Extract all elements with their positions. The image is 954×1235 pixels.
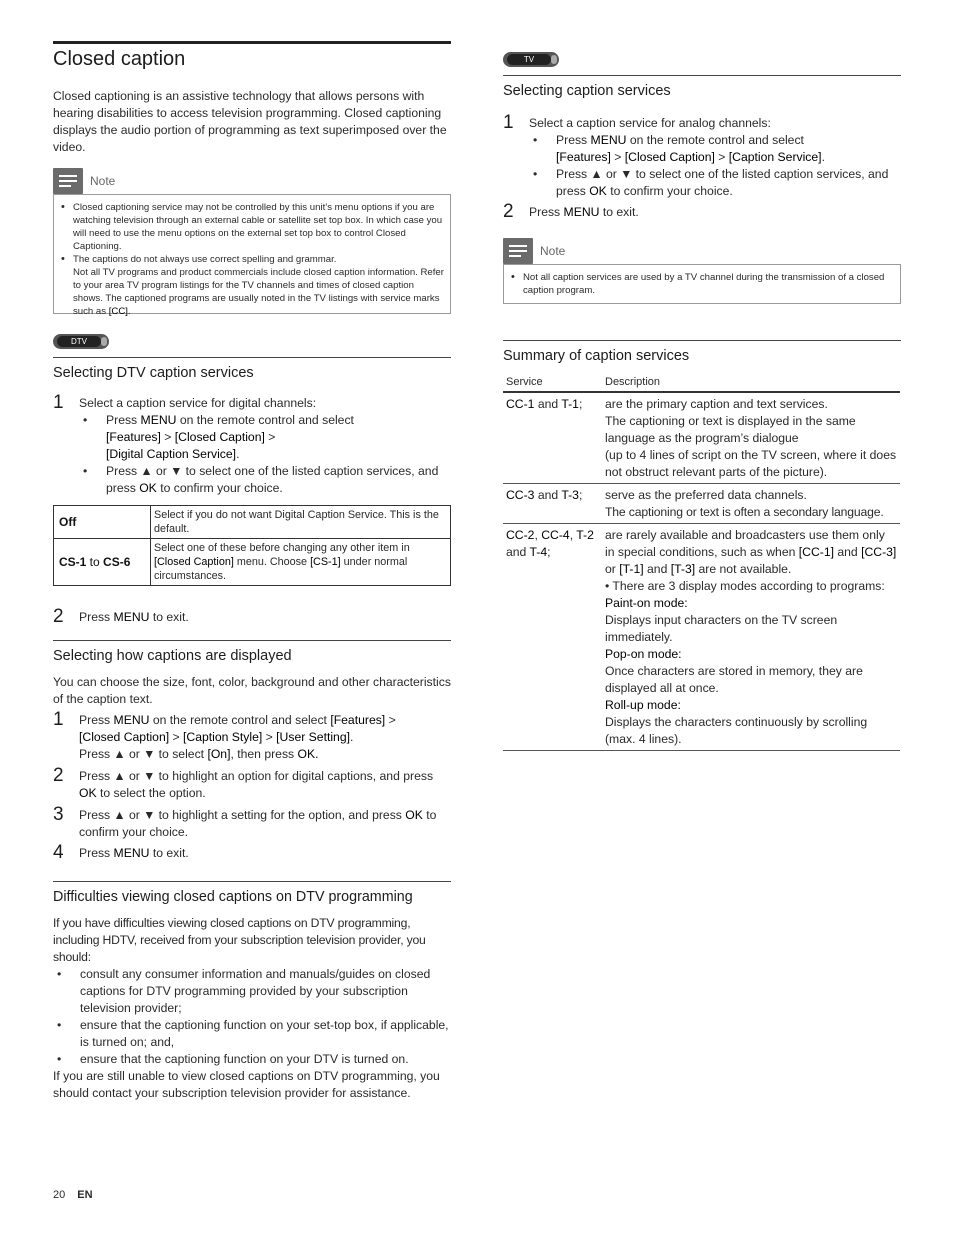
column-header-description: Description (602, 373, 900, 392)
note-box (503, 264, 901, 304)
step-1-bullets (79, 412, 451, 497)
note-item: • Not all caption services are used by a TV channel during the transmission of a closed caption program. (523, 271, 894, 297)
note-header (503, 238, 901, 264)
note-icon (53, 168, 83, 194)
note-item: • The captions do not always use correct spelling and grammar. Not all TV programs and product commercials include closed caption information. Refer to your area TV program listings for the TV channels and times of closed caption shows. The captioned programs are usually noted in the TV listings with service marks such as [CC]. (73, 253, 444, 318)
table-header-row (503, 373, 900, 392)
mode-heading: Paint-on mode: (605, 596, 688, 610)
step-1 (503, 112, 901, 133)
summary-table (503, 373, 900, 751)
bullet-item: • ensure that the captioning function on your DTV is turned on. (53, 1051, 451, 1068)
table-desc: Select if you do not want Digital Caption Service. This is the default. (151, 506, 451, 539)
display-section (53, 640, 451, 862)
difficulties-section (53, 881, 451, 1102)
mode-heading: Roll-up mode: (605, 698, 681, 712)
step-3 (53, 804, 451, 841)
page-footer (53, 1187, 93, 1204)
caption-service-table (53, 505, 451, 586)
step-text: Press ▲ or ▼ to highlight a setting for the option, and press OK to confirm your choice. (79, 808, 437, 839)
section-heading: Summary of caption services (503, 340, 901, 365)
note-icon (503, 238, 533, 264)
step-number: 1 (53, 392, 64, 413)
step-text: Press MENU to exit. (79, 846, 189, 860)
page-title: Closed caption (53, 48, 186, 70)
bullet-item: • Press MENU on the remote control and select [Features] > [Closed Caption] > [Caption Service]. (529, 132, 901, 166)
service-cell: CC-1 and T-1; (503, 392, 602, 484)
note-box (53, 194, 451, 317)
column-header-service: Service (503, 373, 602, 392)
step-1 (53, 709, 451, 763)
step-4 (53, 842, 451, 863)
bullet-item: • Press MENU on the remote control and select [Features] > [Closed Caption] > [Digital Caption Service]. (79, 412, 451, 463)
tv-caption-section (503, 75, 901, 221)
step-number: 4 (53, 842, 64, 863)
description-cell: serve as the preferred data channels. The captioning or text is often a secondary language. (602, 484, 900, 524)
step-2 (53, 765, 451, 802)
step-number: 2 (53, 606, 64, 627)
dtv-badge: DTV (53, 334, 109, 354)
bullet-item: • ensure that the captioning function on your set-top box, if applicable, is turned on; and, (53, 1017, 451, 1051)
bullet-item: • Press ▲ or ▼ to select one of the listed caption services, and press OK to confirm your choice. (79, 463, 451, 497)
description-cell: are the primary caption and text services. The captioning or text is displayed in the same language as the program’s dialogue (up to 4 lines of script on the TV screen, where it does not obstruct relevant parts of the picture). (602, 392, 900, 484)
difficulties-bullets (53, 966, 451, 1068)
bullet-item: • consult any consumer information and manuals/guides on closed captions for DTV programming provided by your subscription television provider; (53, 966, 451, 1017)
service-cell: CC-3 and T-3; (503, 484, 602, 524)
step-number: 2 (53, 765, 64, 786)
intro-paragraph: Closed captioning is an assistive technology that allows persons with hearing disabilities to access television programming. Closed captioning displays the audio portion of programming as text superimposed over the video. (53, 89, 447, 154)
table-row (54, 539, 451, 586)
section-heading: Selecting how captions are displayed (53, 640, 451, 665)
bullet-item: • Press ▲ or ▼ to select one of the listed caption services, and press OK to confirm your choice. (529, 166, 901, 200)
step-text: Select a caption service for analog channels: (529, 116, 771, 130)
summary-section (503, 340, 901, 751)
note-header (53, 168, 451, 194)
step-1-bullets (529, 132, 901, 200)
mode-heading: Pop-on mode: (605, 647, 682, 661)
table-key: Off (54, 506, 151, 539)
step-number: 3 (53, 804, 64, 825)
step-2 (503, 201, 901, 222)
step-1 (53, 392, 451, 413)
table-key: CS-1 to CS-6 (54, 539, 151, 586)
table-row (503, 392, 900, 484)
language-code: EN (77, 1189, 93, 1201)
table-row (503, 484, 900, 524)
step-text: Press MENU on the remote control and select [Features] > [Closed Caption] > [Caption Style] > [User Setting]. Press ▲ or ▼ to select [On], then press OK. (79, 713, 396, 761)
step-text: Press MENU to exit. (529, 205, 639, 219)
step-text: Press ▲ or ▼ to highlight an option for digital captions, and press OK to select the option. (79, 769, 434, 800)
note-label: Note (540, 243, 566, 258)
section-heading: Selecting DTV caption services (53, 357, 451, 382)
title-rule (53, 41, 451, 44)
note-label: Note (90, 173, 116, 188)
table-row (503, 524, 900, 751)
service-cell: CC-2, CC-4, T-2 and T-4; (503, 524, 602, 751)
section-heading: Selecting caption services (503, 75, 901, 100)
note-item: • Closed captioning service may not be controlled by this unit’s menu options if you are watching television through an external cable or satellite set top box. In which case you will need to use the menu options on the external set top box to control Closed Captioning. (73, 201, 444, 253)
step-text: Select a caption service for digital channels: (79, 396, 317, 410)
note-1 (53, 168, 451, 317)
section-heading: Difficulties viewing closed captions on DTV programming (53, 881, 451, 906)
step-number: 2 (503, 201, 514, 222)
step-number: 1 (503, 112, 514, 133)
table-desc: Select one of these before changing any other item in [Closed Caption] menu. Choose [CS-1] under normal circumstances. (151, 539, 451, 586)
step-2 (53, 606, 451, 627)
section-intro: If you have difficulties viewing closed captions on DTV programming, including HDTV, received from your subscription television provider, you should: (53, 916, 426, 964)
page-number: 20 (53, 1189, 66, 1201)
table-row (54, 506, 451, 539)
step-text: Press MENU to exit. (79, 610, 189, 624)
section-intro: You can choose the size, font, color, background and other characteristics of the caption text. (53, 675, 451, 706)
dtv-caption-section (53, 357, 451, 626)
tv-badge: TV (503, 52, 559, 72)
note-2 (503, 238, 901, 304)
description-cell: are rarely available and broadcasters use them only in special conditions, such as when [CC-1] and [CC-3] or [T-1] and [T-3] are not available. • There are 3 display modes according to programs: Paint-on mode: Displays input characters on the TV screen immediately. Pop-on mode: Once characters are stored in memory, they are displayed all at once. Roll-up mode: Displays the characters continuously by scrolling (max. 4 lines). (602, 524, 900, 751)
section-outro: If you are still unable to view closed captions on DTV programming, you should contact your subscription television provider for assistance. (53, 1069, 440, 1100)
step-number: 1 (53, 709, 64, 730)
